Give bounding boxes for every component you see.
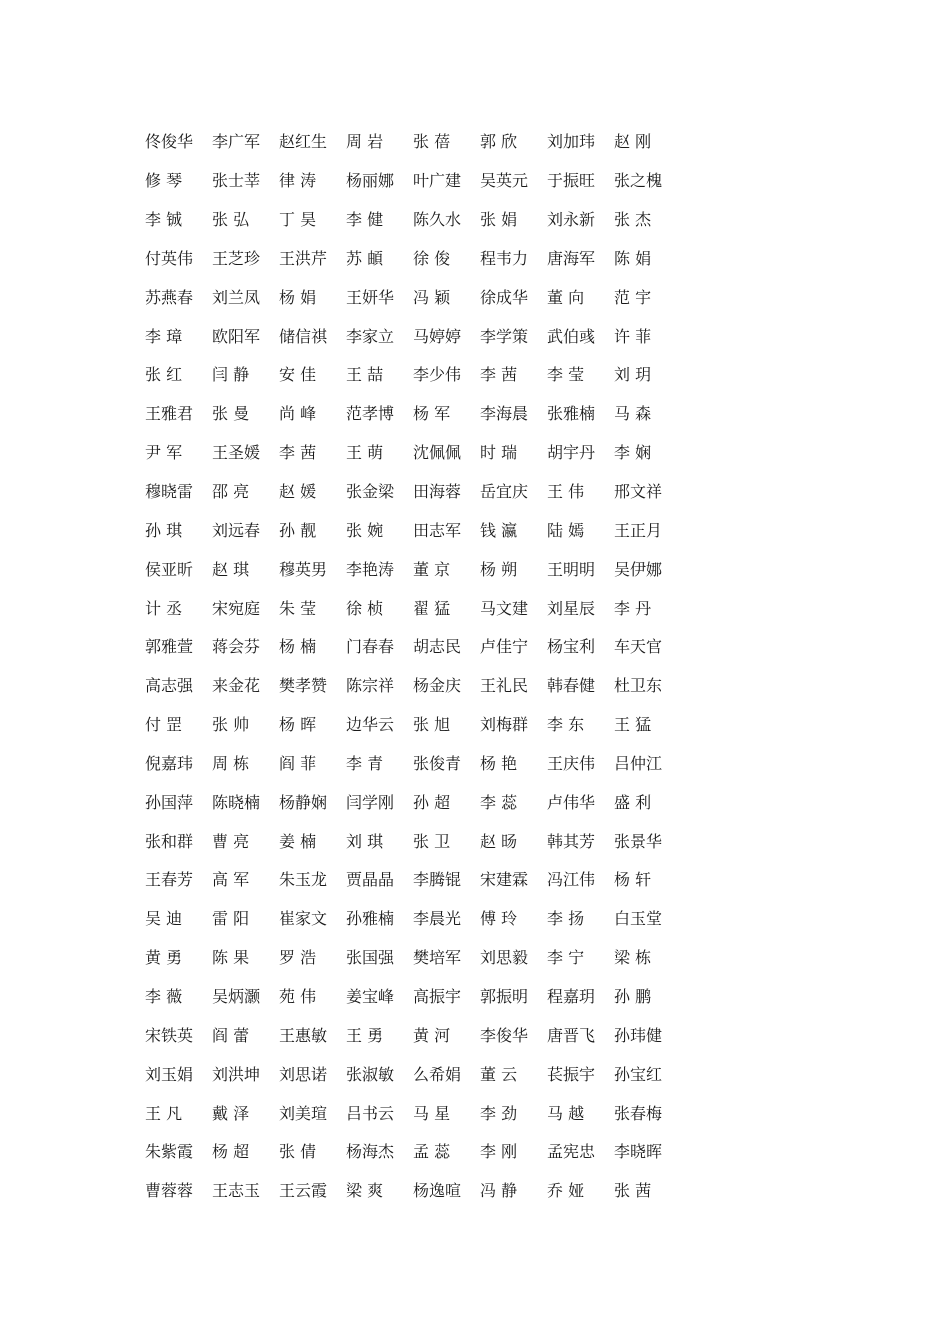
name-cell: 冯 静	[480, 1181, 518, 1201]
name-cell: 倪嘉玮	[145, 753, 194, 773]
name-cell: 黄 河	[413, 1025, 451, 1045]
name-cell: 邵 亮	[212, 482, 250, 502]
name-cell: 王芝珍	[212, 248, 261, 268]
name-cell: 付 罡	[145, 715, 183, 735]
name-cell: 孟宪忠	[547, 1142, 596, 1162]
name-cell: 刘思诺	[279, 1064, 328, 1084]
name-cell: 吕书云	[346, 1103, 395, 1123]
name-cell: 李 娴	[614, 443, 652, 463]
name-cell: 王礼民	[480, 676, 529, 696]
name-cell: 丁 昊	[279, 210, 317, 230]
name-cell: 梁 爽	[346, 1181, 384, 1201]
name-cell: 陈 果	[212, 948, 250, 968]
name-cell: 陆 嫣	[547, 520, 585, 540]
name-cell: 杨 娟	[279, 287, 317, 307]
name-cell: 田志军	[413, 520, 462, 540]
name-cell: 董 云	[480, 1064, 518, 1084]
name-cell: 尚 峰	[279, 404, 317, 424]
name-cell: 王 凡	[145, 1103, 183, 1123]
name-cell: 乔 娅	[547, 1181, 585, 1201]
name-cell: 高志强	[145, 676, 194, 696]
name-cell: 白玉堂	[614, 909, 663, 929]
name-cell: 李学策	[480, 326, 529, 346]
name-cell: 曹蓉蓉	[145, 1181, 194, 1201]
name-cell: 樊培军	[413, 948, 462, 968]
name-cell: 苏燕春	[145, 287, 194, 307]
name-cell: 李腾锟	[413, 870, 462, 890]
name-cell: 雷 阳	[212, 909, 250, 929]
name-cell: 边华云	[346, 715, 395, 735]
name-cell: 李 璋	[145, 326, 183, 346]
name-cell: 王 喆	[346, 365, 384, 385]
name-cell: 李 莹	[547, 365, 585, 385]
name-cell: 张 婉	[346, 520, 384, 540]
name-cell: 李 宁	[547, 948, 585, 968]
name-cell: 佟俊华	[145, 132, 194, 152]
name-cell: 王圣媛	[212, 443, 261, 463]
name-cell: 张雅楠	[547, 404, 596, 424]
name-cell: 孙 鹏	[614, 986, 652, 1006]
name-cell: 张 蓓	[413, 132, 451, 152]
name-cell: 孙宝红	[614, 1064, 663, 1084]
name-cell: 徐成华	[480, 287, 529, 307]
name-cell: 计 丞	[145, 598, 183, 618]
name-cell: 刘永新	[547, 210, 596, 230]
name-cell: 刘兰凤	[212, 287, 261, 307]
name-cell: 孙 琪	[145, 520, 183, 540]
name-cell: 欧阳军	[212, 326, 261, 346]
name-cell: 张淑敏	[346, 1064, 395, 1084]
name-cell: 孟 蕊	[413, 1142, 451, 1162]
name-cell: 吴伊娜	[614, 559, 663, 579]
name-cell: 付英伟	[145, 248, 194, 268]
name-cell: 沈佩佩	[413, 443, 462, 463]
name-cell: 陈 娟	[614, 248, 652, 268]
name-cell: 张 红	[145, 365, 183, 385]
name-cell: 门春春	[346, 637, 395, 657]
name-cell: 李艳涛	[346, 559, 395, 579]
name-cell: 张 弘	[212, 210, 250, 230]
name-cell: 杨海杰	[346, 1142, 395, 1162]
name-list-grid	[145, 123, 705, 1211]
name-cell: 尹 军	[145, 443, 183, 463]
name-cell: 李 蕊	[480, 792, 518, 812]
name-cell: 田海蓉	[413, 482, 462, 502]
name-cell: 李 东	[547, 715, 585, 735]
name-cell: 郭雅萱	[145, 637, 194, 657]
name-cell: 宋宛庭	[212, 598, 261, 618]
name-cell: 修 琴	[145, 171, 183, 191]
name-cell: 朱紫霞	[145, 1142, 194, 1162]
name-cell: 李 扬	[547, 909, 585, 929]
name-cell: 么希娟	[413, 1064, 462, 1084]
name-cell: 李俊华	[480, 1025, 529, 1045]
name-cell: 刘 玥	[614, 365, 652, 385]
name-cell: 张 茜	[614, 1181, 652, 1201]
name-cell: 钱 瀛	[480, 520, 518, 540]
name-cell: 张和群	[145, 831, 194, 851]
name-cell: 刘美瑄	[279, 1103, 328, 1123]
name-cell: 张士莘	[212, 171, 261, 191]
name-cell: 李 薇	[145, 986, 183, 1006]
name-cell: 车天官	[614, 637, 663, 657]
name-cell: 张 卫	[413, 831, 451, 851]
name-cell: 姜宝峰	[346, 986, 395, 1006]
name-cell: 周 栋	[212, 753, 250, 773]
name-cell: 杜卫东	[614, 676, 663, 696]
name-cell: 李少伟	[413, 365, 462, 385]
name-cell: 刘加玮	[547, 132, 596, 152]
name-cell: 杨 军	[413, 404, 451, 424]
name-cell: 吴英元	[480, 171, 529, 191]
name-cell: 刘玉娟	[145, 1064, 194, 1084]
name-cell: 吴 迪	[145, 909, 183, 929]
name-cell: 储信祺	[279, 326, 328, 346]
name-cell: 翟 猛	[413, 598, 451, 618]
name-cell: 王正月	[614, 520, 663, 540]
name-cell: 范 宇	[614, 287, 652, 307]
name-cell: 陈久水	[413, 210, 462, 230]
name-cell: 吴炳灏	[212, 986, 261, 1006]
name-cell: 邢文祥	[614, 482, 663, 502]
name-cell: 张之槐	[614, 171, 663, 191]
name-cell: 赵 媛	[279, 482, 317, 502]
name-cell: 胡宇丹	[547, 443, 596, 463]
name-cell: 王云霞	[279, 1181, 328, 1201]
name-cell: 张俊青	[413, 753, 462, 773]
name-cell: 安 佳	[279, 365, 317, 385]
name-cell: 杨静娴	[279, 792, 328, 812]
name-cell: 程嘉玥	[547, 986, 596, 1006]
name-cell: 刘 琪	[346, 831, 384, 851]
name-cell: 王明明	[547, 559, 596, 579]
name-cell: 王 萌	[346, 443, 384, 463]
name-cell: 李 刚	[480, 1142, 518, 1162]
name-cell: 苑 伟	[279, 986, 317, 1006]
name-cell: 王 猛	[614, 715, 652, 735]
name-cell: 李 劲	[480, 1103, 518, 1123]
name-cell: 陈宗祥	[346, 676, 395, 696]
name-cell: 马 越	[547, 1103, 585, 1123]
name-cell: 崔家文	[279, 909, 328, 929]
name-cell: 王妍华	[346, 287, 395, 307]
name-cell: 来金花	[212, 676, 261, 696]
name-cell: 董 京	[413, 559, 451, 579]
name-cell: 李广军	[212, 132, 261, 152]
name-cell: 马 星	[413, 1103, 451, 1123]
name-cell: 赵 旸	[480, 831, 518, 851]
name-cell: 胡志民	[413, 637, 462, 657]
name-cell: 杨金庆	[413, 676, 462, 696]
name-cell: 杨 艳	[480, 753, 518, 773]
name-cell: 杨丽娜	[346, 171, 395, 191]
name-cell: 李晓晖	[614, 1142, 663, 1162]
name-cell: 马婷婷	[413, 326, 462, 346]
name-cell: 于振旺	[547, 171, 596, 191]
name-cell: 岳宜庆	[480, 482, 529, 502]
name-cell: 杨逸喧	[413, 1181, 462, 1201]
name-cell: 杨宝利	[547, 637, 596, 657]
name-cell: 戴 泽	[212, 1103, 250, 1123]
name-cell: 吕仲江	[614, 753, 663, 773]
name-cell: 孙玮健	[614, 1025, 663, 1045]
name-cell: 张景华	[614, 831, 663, 851]
name-cell: 郭 欣	[480, 132, 518, 152]
name-cell: 张 杰	[614, 210, 652, 230]
name-cell: 武伯彧	[547, 326, 596, 346]
name-cell: 梁 栋	[614, 948, 652, 968]
name-cell: 苏 頔	[346, 248, 384, 268]
name-cell: 王雅君	[145, 404, 194, 424]
name-cell: 王 伟	[547, 482, 585, 502]
name-cell: 张春梅	[614, 1103, 663, 1123]
name-cell: 侯亚昕	[145, 559, 194, 579]
name-cell: 周 岩	[346, 132, 384, 152]
name-cell: 阎 蕾	[212, 1025, 250, 1045]
name-cell: 刘思毅	[480, 948, 529, 968]
name-cell: 徐 俊	[413, 248, 451, 268]
name-cell: 黄 勇	[145, 948, 183, 968]
name-cell: 程韦力	[480, 248, 529, 268]
name-cell: 孙国萍	[145, 792, 194, 812]
name-cell: 穆晓雷	[145, 482, 194, 502]
name-cell: 郭振明	[480, 986, 529, 1006]
name-cell: 苌振宇	[547, 1064, 596, 1084]
name-cell: 曹 亮	[212, 831, 250, 851]
name-cell: 唐海军	[547, 248, 596, 268]
name-cell: 张 娟	[480, 210, 518, 230]
name-cell: 刘星辰	[547, 598, 596, 618]
name-cell: 杨 超	[212, 1142, 250, 1162]
name-cell: 徐 桢	[346, 598, 384, 618]
name-cell: 王志玉	[212, 1181, 261, 1201]
name-cell: 律 涛	[279, 171, 317, 191]
name-cell: 李晨光	[413, 909, 462, 929]
name-cell: 唐晋飞	[547, 1025, 596, 1045]
name-cell: 赵 刚	[614, 132, 652, 152]
name-cell: 张金梁	[346, 482, 395, 502]
name-cell: 高 军	[212, 870, 250, 890]
name-cell: 王洪芹	[279, 248, 328, 268]
name-cell: 宋铁英	[145, 1025, 194, 1045]
name-cell: 姜 楠	[279, 831, 317, 851]
name-cell: 冯江伟	[547, 870, 596, 890]
name-cell: 赵红生	[279, 132, 328, 152]
name-cell: 杨 晖	[279, 715, 317, 735]
name-cell: 张 帅	[212, 715, 250, 735]
name-cell: 李 铖	[145, 210, 183, 230]
name-cell: 朱 莹	[279, 598, 317, 618]
name-cell: 杨 朔	[480, 559, 518, 579]
name-cell: 张 旭	[413, 715, 451, 735]
name-cell: 罗 浩	[279, 948, 317, 968]
name-cell: 王惠敏	[279, 1025, 328, 1045]
name-cell: 李 青	[346, 753, 384, 773]
name-cell: 孙 靓	[279, 520, 317, 540]
name-cell: 刘远春	[212, 520, 261, 540]
name-cell: 孙雅楠	[346, 909, 395, 929]
name-cell: 卢伟华	[547, 792, 596, 812]
name-cell: 李 茜	[279, 443, 317, 463]
name-cell: 孙 超	[413, 792, 451, 812]
name-cell: 叶广建	[413, 171, 462, 191]
name-cell: 陈晓楠	[212, 792, 261, 812]
name-cell: 穆英男	[279, 559, 328, 579]
name-cell: 王 勇	[346, 1025, 384, 1045]
name-cell: 刘洪坤	[212, 1064, 261, 1084]
name-cell: 韩其芳	[547, 831, 596, 851]
name-cell: 杨 轩	[614, 870, 652, 890]
name-cell: 范孝博	[346, 404, 395, 424]
name-cell: 宋建霖	[480, 870, 529, 890]
name-cell: 董 向	[547, 287, 585, 307]
name-cell: 李 茜	[480, 365, 518, 385]
name-cell: 李海晨	[480, 404, 529, 424]
name-cell: 樊孝赞	[279, 676, 328, 696]
name-cell: 李家立	[346, 326, 395, 346]
name-cell: 冯 颖	[413, 287, 451, 307]
name-cell: 马文建	[480, 598, 529, 618]
name-cell: 赵 琪	[212, 559, 250, 579]
name-cell: 张 倩	[279, 1142, 317, 1162]
name-cell: 闫学刚	[346, 792, 395, 812]
name-cell: 刘梅群	[480, 715, 529, 735]
name-cell: 贾晶晶	[346, 870, 395, 890]
name-cell: 李 健	[346, 210, 384, 230]
name-cell: 阎 菲	[279, 753, 317, 773]
name-cell: 闫 静	[212, 365, 250, 385]
name-cell: 许 菲	[614, 326, 652, 346]
name-cell: 傅 玲	[480, 909, 518, 929]
name-cell: 王庆伟	[547, 753, 596, 773]
name-cell: 张 曼	[212, 404, 250, 424]
name-cell: 李 丹	[614, 598, 652, 618]
name-cell: 马 森	[614, 404, 652, 424]
name-cell: 时 瑞	[480, 443, 518, 463]
name-cell: 盛 利	[614, 792, 652, 812]
name-cell: 韩春健	[547, 676, 596, 696]
name-cell: 蒋会芬	[212, 637, 261, 657]
name-cell: 朱玉龙	[279, 870, 328, 890]
name-cell: 王春芳	[145, 870, 194, 890]
name-cell: 卢佳宁	[480, 637, 529, 657]
name-cell: 杨 楠	[279, 637, 317, 657]
name-cell: 高振宇	[413, 986, 462, 1006]
name-cell: 张国强	[346, 948, 395, 968]
